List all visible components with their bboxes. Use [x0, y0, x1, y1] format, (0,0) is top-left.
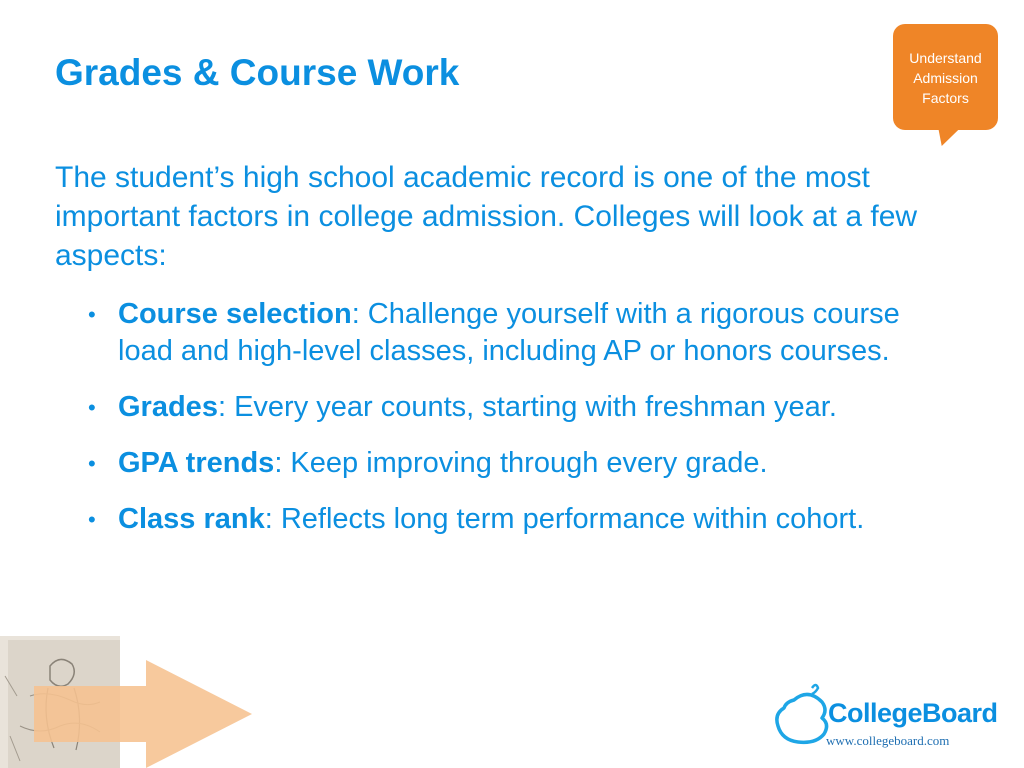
bullet-term: GPA trends: [118, 447, 275, 479]
bullet-dot: •: [88, 451, 96, 476]
slide-title: Grades & Course Work: [55, 52, 460, 93]
callout-tail: [932, 128, 961, 146]
intro-paragraph: The student’s high school academic record is one of the most important factors in college admission. Colleges will look at a few aspects:: [55, 161, 918, 272]
collegeboard-logo: [772, 680, 998, 752]
bullet-text: : Reflects long term performance within cohort.: [264, 503, 865, 535]
acorn-logo-icon: [772, 680, 832, 746]
bullet-item: [88, 389, 938, 426]
bullet-term: Grades: [118, 391, 218, 423]
bullet-dot: •: [88, 302, 96, 327]
bullet-dot: •: [88, 507, 96, 532]
bullet-item: [88, 296, 938, 370]
logo-wordmark: CollegeBoard: [828, 698, 998, 728]
bullet-term: Class rank: [118, 503, 265, 535]
callout-badge: [893, 24, 998, 130]
bullet-item: [88, 445, 938, 482]
bullet-text: : Every year counts, starting with freshman year.: [217, 391, 837, 423]
bullet-dot: •: [88, 395, 96, 420]
bullet-term: Course selection: [118, 298, 352, 330]
logo-url[interactable]: www.collegeboard.com: [826, 733, 950, 748]
callout-text: [893, 48, 998, 108]
callout-line: Factors: [922, 90, 969, 106]
callout-line: Admission: [913, 70, 978, 86]
bullet-list: [88, 296, 938, 557]
orange-arrow-icon: [34, 660, 254, 768]
bullet-item: [88, 501, 938, 538]
bullet-text: : Keep improving through every grade.: [274, 447, 768, 479]
bullet-text: : Challenge yourself with a rigorous course load and high-level classes, including AP or honors courses.: [118, 298, 900, 367]
callout-line: Understand: [909, 50, 982, 66]
